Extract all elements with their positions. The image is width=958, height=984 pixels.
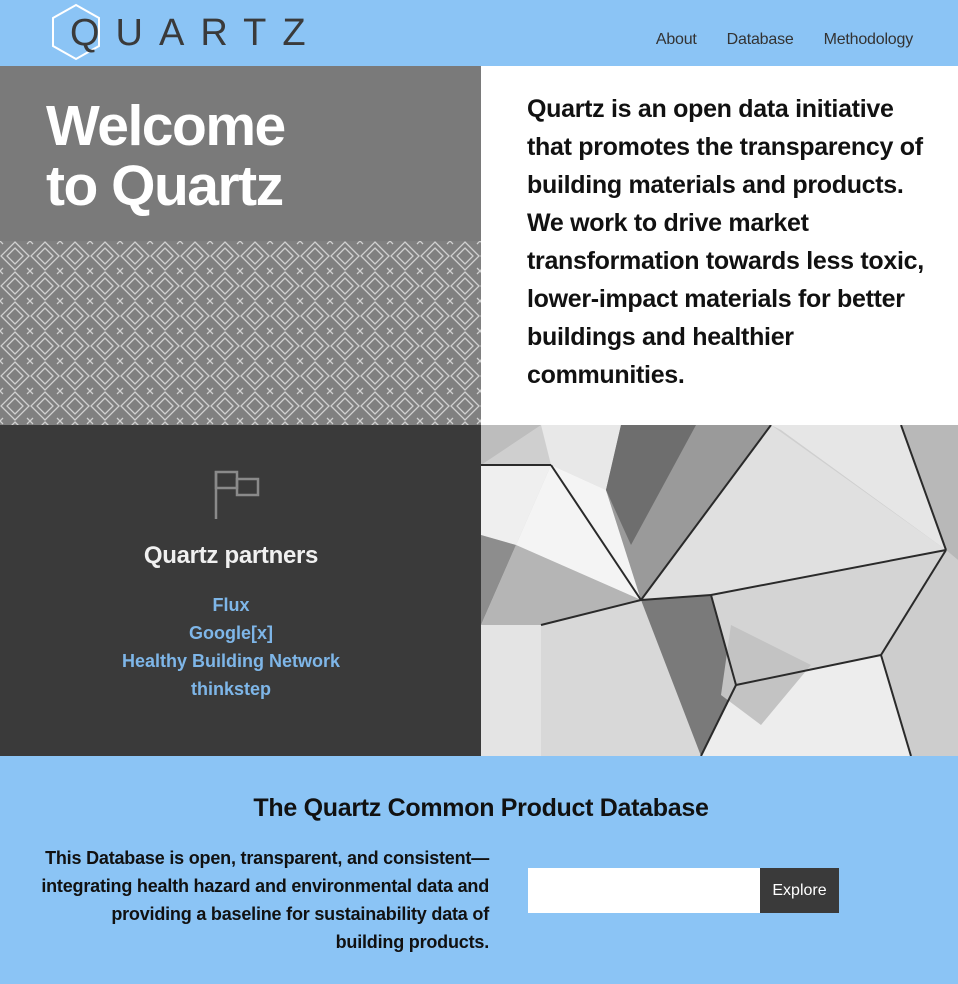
partners-panel — [0, 425, 481, 756]
welcome-heading-line2: to Quartz — [46, 154, 283, 218]
database-search-input[interactable] — [528, 868, 760, 913]
diamond-pattern-panel — [0, 241, 481, 425]
database-title: The Quartz Common Product Database — [253, 794, 709, 822]
explore-button[interactable]: Explore — [760, 868, 839, 913]
database-description: This Database is open, transparent, and consistent—integrating health hazard and environmental data and providing a baseline for sustainability data of building products. — [41, 848, 489, 952]
list-item — [0, 647, 462, 675]
partners-title: Quartz partners — [143, 542, 319, 569]
database-section — [0, 756, 958, 984]
intro-panel — [481, 66, 958, 425]
welcome-heading — [46, 96, 285, 216]
nav-database-link[interactable]: Database — [726, 31, 794, 48]
crystal-image — [481, 425, 958, 756]
welcome-banner — [0, 66, 481, 241]
partner-link-googlex[interactable]: Google[x] — [189, 623, 273, 643]
logo-text: QUARTZ — [70, 12, 322, 54]
list-item — [0, 675, 462, 703]
welcome-heading-line1: Welcome — [46, 94, 285, 158]
nav-methodology-link[interactable]: Methodology — [823, 31, 913, 48]
quartz-logo[interactable] — [50, 3, 322, 61]
list-item — [0, 619, 462, 647]
main-nav — [656, 31, 913, 49]
partner-list — [0, 591, 462, 703]
flag-icon — [213, 469, 261, 521]
nav-about-link[interactable]: About — [655, 31, 697, 48]
site-header — [0, 0, 958, 66]
list-item — [0, 591, 462, 619]
partner-link-thinkstep[interactable]: thinkstep — [190, 679, 271, 699]
partner-link-flux[interactable]: Flux — [212, 595, 250, 615]
diamond-pattern — [0, 241, 481, 425]
partner-link-healthy-building-network[interactable]: Healthy Building Network — [121, 651, 341, 671]
geometric-crystal-image — [481, 425, 958, 756]
intro-text: Quartz is an open data initiative that promotes the transparency of building materials and products. We work to drive market transformation towards less toxic, lower-impact materials for better buildings and healthier communities. — [527, 95, 924, 389]
